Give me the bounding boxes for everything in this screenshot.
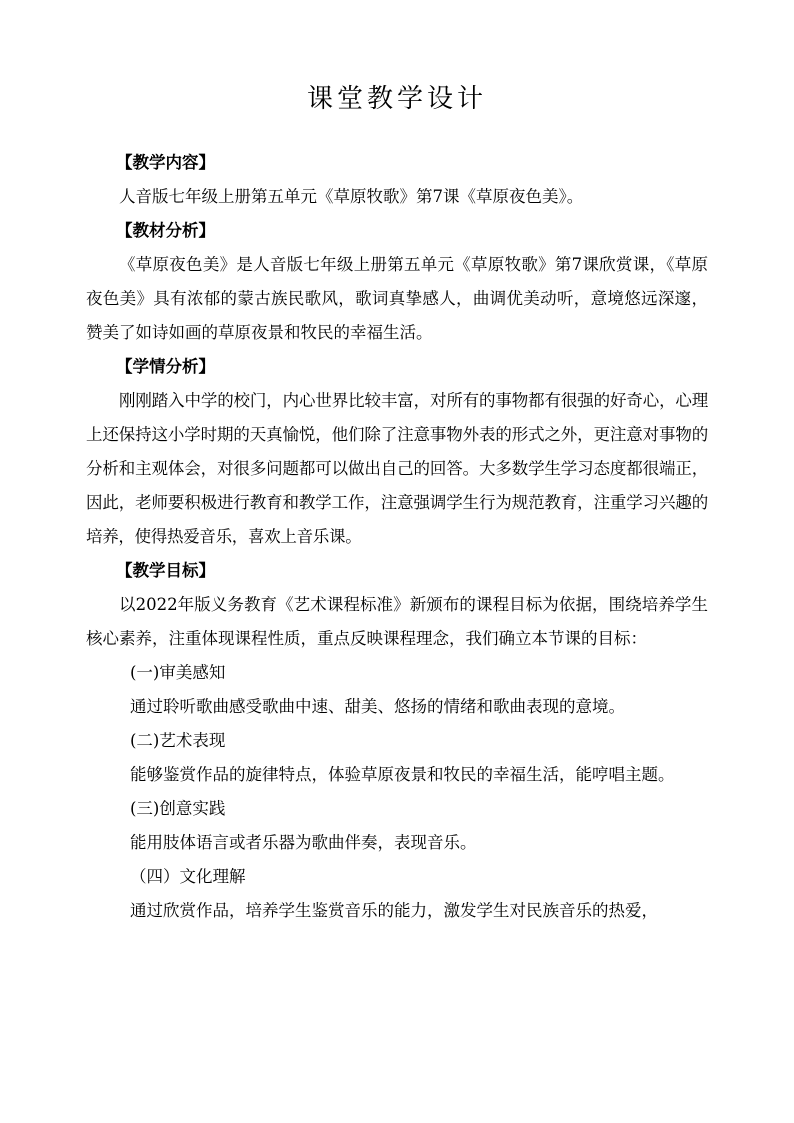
content-text: 人音版七年级上册第五单元《草原牧歌》第7课《草原夜色美》。 — [119, 187, 584, 206]
goals-intro-text: 以2022年版义务教育《艺术课程标准》新颁布的课程目标为依据，围绕培养学生核心素养，注重体现课程性质，重点反映课程理念，我们确立本节课的目标： — [86, 595, 708, 648]
student-analysis-text: 刚刚踏入中学的校门，内心世界比较丰富，对所有的事物都有很强的好奇心，心理上还保持这小学时期的天真愉悦，他们除了注意事物外表的形式之外，更注意对事物的分析和主观体会，对很多问题都可以做出自己的回答。大多数学生学习态度都很端正，因此，老师要积极进行教育和教学工作，注意强调学生行为规范教育，注重学习兴趣的培养，使得热爱音乐，喜欢上音乐课。 — [86, 391, 708, 546]
goal-label: (二)艺术表现 — [130, 731, 226, 750]
goal-label: (三)创意实践 — [130, 799, 226, 818]
goal-text: 能够鉴赏作品的旋律特点，体验草原夜景和牧民的幸福生活，能哼唱主题。 — [130, 765, 675, 784]
goal-label: (一)审美感知 — [130, 663, 226, 682]
goal-text: 通过聆听歌曲感受歌曲中速、甜美、悠扬的情绪和歌曲表现的意境。 — [130, 697, 625, 716]
section-heading-goals: 【教学目标】 — [116, 561, 215, 580]
document-title: 课堂教学设计 — [306, 84, 487, 114]
section-heading-content: 【教学内容】 — [116, 153, 215, 172]
goal-label: （四）文化理解 — [130, 867, 246, 886]
goal-text: 通过欣赏作品，培养学生鉴赏音乐的能力，激发学生对民族音乐的热爱， — [130, 901, 658, 920]
goal-text: 能用肢体语言或者乐器为歌曲伴奏，表现音乐。 — [130, 833, 477, 852]
section-heading-textbook: 【教材分析】 — [116, 221, 215, 240]
textbook-analysis-text: 《草原夜色美》是人音版七年级上册第五单元《草原牧歌》第7课欣赏课，《草原夜色美》具有浓郁的蒙古族民歌风，歌词真挚感人，曲调优美动听，意境悠远深邃，赞美了如诗如画的草原夜景和牧民的幸福生活。 — [86, 255, 708, 342]
document-body — [86, 146, 708, 928]
section-heading-students: 【学情分析】 — [116, 357, 215, 376]
